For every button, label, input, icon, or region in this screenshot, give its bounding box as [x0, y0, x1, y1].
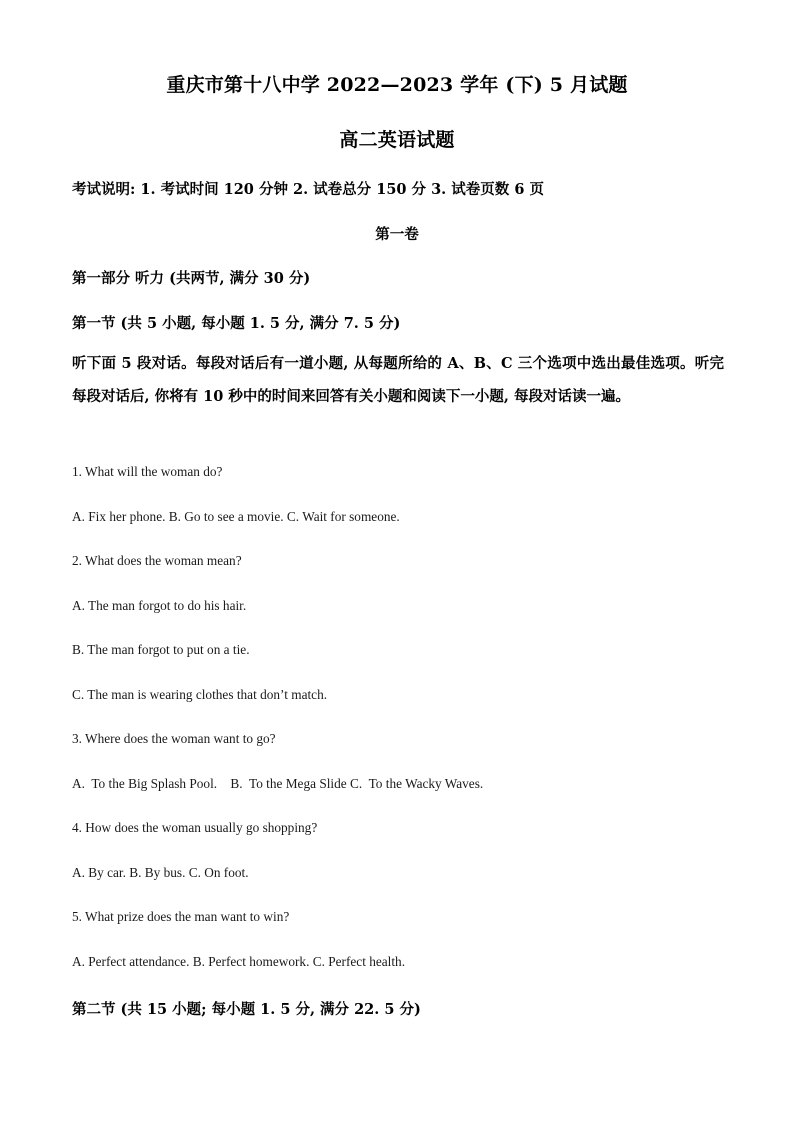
question-4-options: A. By car. B. By bus. C. On foot. — [72, 865, 249, 880]
question-5-options: A. Perfect attendance. B. Perfect homework. C. Perfect health. — [72, 954, 406, 969]
question-2-option-c: C. The man is wearing clothes that don’t match. — [72, 687, 328, 702]
listening-instructions: 听下面 5 段对话。每段对话后有一道小题, 从每题所给的 A、B、C 三个选项中选出最佳选项。听完每段对话后, 你将有 10 秒中的时间来回答有关小题和阅读下一小题, 每段对话读一遍。 — [72, 355, 724, 405]
question-1-options: A. Fix her phone. B. Go to see a movie. C. Wait for someone. — [72, 509, 400, 524]
exam-notes: 考试说明: 1. 考试时间 120 分钟 2. 试卷总分 150 分 3. 试卷页数 6 页 — [72, 181, 544, 198]
volume-label: 第一卷 — [375, 226, 419, 243]
question-3-options: A. To the Big Splash Pool. B. To the Mega Slide C. To the Wacky Waves. — [72, 776, 484, 791]
question-3: 3. Where does the woman want to go? — [72, 731, 276, 746]
question-2-option-a: A. The man forgot to do his hair. — [72, 598, 247, 613]
question-5: 5. What prize does the man want to win? — [72, 909, 290, 924]
section-one-heading: 第一节 (共 5 小题, 每小题 1. 5 分, 满分 7. 5 分) — [72, 315, 401, 332]
question-4: 4. How does the woman usually go shopping? — [72, 820, 318, 835]
school-exam-title: 重庆市第十八中学 2022—2023 学年 (下) 5 月试题 — [166, 74, 628, 96]
section-two-heading: 第二节 (共 15 小题; 每小题 1. 5 分, 满分 22. 5 分) — [72, 1001, 421, 1018]
question-2: 2. What does the woman mean? — [72, 553, 242, 568]
question-2-option-b: B. The man forgot to put on a tie. — [72, 642, 250, 657]
exam-subject-title: 高二英语试题 — [339, 129, 455, 151]
question-1: 1. What will the woman do? — [72, 464, 223, 479]
part-one-heading: 第一部分 听力 (共两节, 满分 30 分) — [72, 270, 311, 287]
